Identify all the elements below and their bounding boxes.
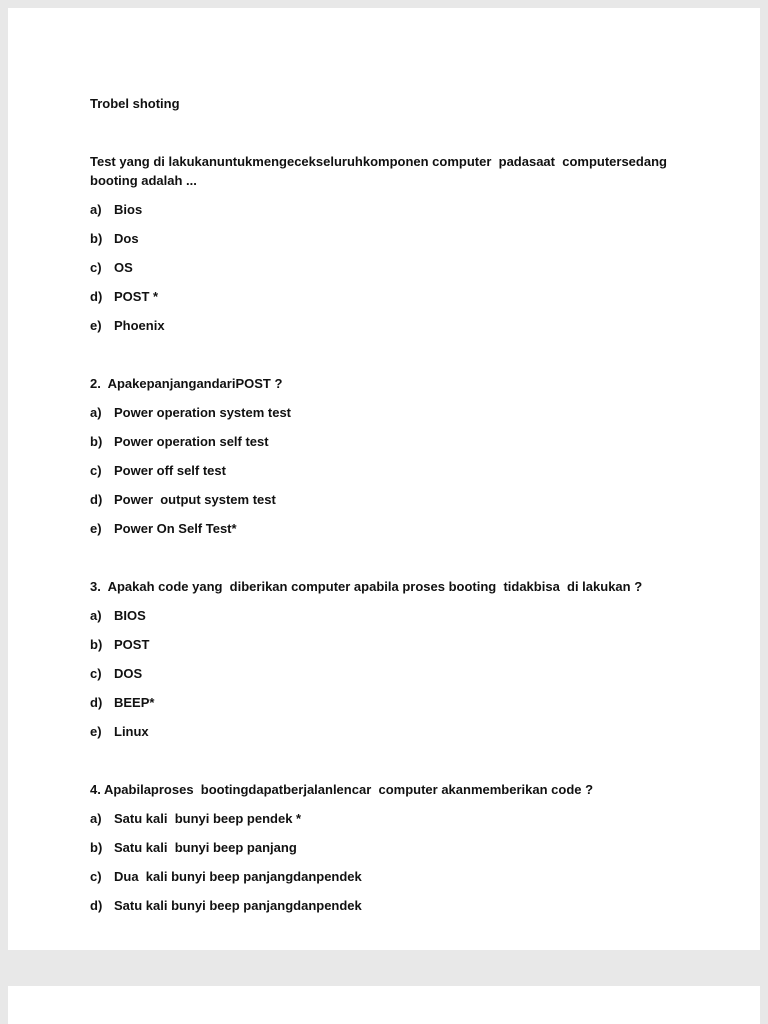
question-text: 2. ApakepanjangandariPOST ? <box>90 376 283 391</box>
option-letter: b) <box>90 231 103 246</box>
option-letter: b) <box>90 434 103 449</box>
option <box>90 316 698 335</box>
option-letter: a) <box>90 202 102 217</box>
option <box>90 519 698 538</box>
option-text: Power output system test <box>114 492 276 507</box>
option-letter: e) <box>90 724 102 739</box>
option-text: Satu kali bunyi beep panjang <box>114 840 297 855</box>
option <box>90 606 698 625</box>
option <box>90 200 698 219</box>
option <box>90 722 698 741</box>
option-text: BIOS <box>114 608 146 623</box>
option-letter: b) <box>90 637 103 652</box>
option-text: Power On Self Test* <box>114 521 237 536</box>
question-text: Test yang di lakukanuntukmengecekseluruhkomponen computer padasaat computersedang booting adalah ... <box>90 154 671 188</box>
option <box>90 258 698 277</box>
document-title: Trobel shoting <box>90 96 180 111</box>
option-text: Power off self test <box>114 463 226 478</box>
option-text: OS <box>114 260 133 275</box>
option-text: POST <box>114 637 150 652</box>
option-text: POST * <box>114 289 159 304</box>
option <box>90 287 698 306</box>
option-letter: d) <box>90 695 103 710</box>
option-text: Bios <box>114 202 143 217</box>
next-page-sheet <box>8 986 760 1024</box>
option <box>90 461 698 480</box>
option-text: Phoenix <box>114 318 165 333</box>
option-text: Power operation self test <box>114 434 269 449</box>
option-text: Dua kali bunyi beep panjangdanpendek <box>114 869 362 884</box>
option <box>90 693 698 712</box>
option <box>90 403 698 422</box>
option <box>90 432 698 451</box>
option-letter: c) <box>90 869 102 884</box>
option-letter: a) <box>90 811 102 826</box>
option-letter: a) <box>90 405 102 420</box>
option <box>90 490 698 509</box>
option-text: Linux <box>114 724 149 739</box>
option-letter: a) <box>90 608 102 623</box>
option-letter: d) <box>90 492 103 507</box>
question-text: 4. Apabilaproses bootingdapatberjalanlencar computer akanmemberikan code ? <box>90 782 594 797</box>
document-viewer <box>0 8 768 1024</box>
option-text: Power operation system test <box>114 405 291 420</box>
option <box>90 809 698 828</box>
option <box>90 867 698 886</box>
option-letter: c) <box>90 463 102 478</box>
option <box>90 635 698 654</box>
option <box>90 838 698 857</box>
option-text: Dos <box>114 231 139 246</box>
option-letter: e) <box>90 521 102 536</box>
option <box>90 664 698 683</box>
option-letter: d) <box>90 898 103 913</box>
option-text: BEEP* <box>114 695 155 710</box>
page-sheet <box>8 8 760 950</box>
option <box>90 896 698 915</box>
option-text: DOS <box>114 666 143 681</box>
option-letter: d) <box>90 289 103 304</box>
option <box>90 229 698 248</box>
option-letter: c) <box>90 260 102 275</box>
option-text: Satu kali bunyi beep panjangdanpendek <box>114 898 362 913</box>
option-text: Satu kali bunyi beep pendek * <box>114 811 302 826</box>
option-letter: c) <box>90 666 102 681</box>
option-letter: e) <box>90 318 102 333</box>
option-letter: b) <box>90 840 103 855</box>
question-text: 3. Apakah code yang diberikan computer apabila proses booting tidakbisa di lakukan ? <box>90 579 643 594</box>
